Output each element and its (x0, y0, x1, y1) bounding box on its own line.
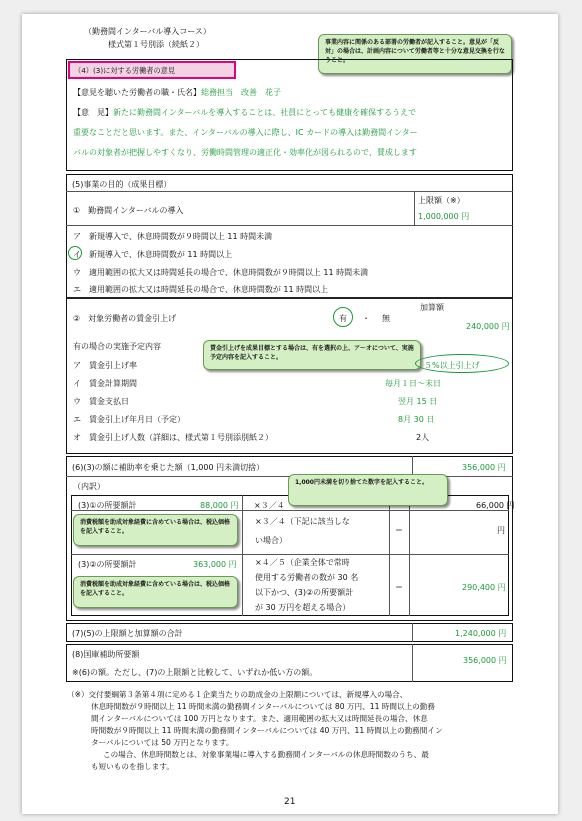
section8-note: ※(6)の額。ただし、(7)の上限額と比較して、いずれか低い方の額。 (72, 668, 318, 677)
add-value: 240,000 円 (466, 322, 510, 331)
footnote-line-5: ターバルについては 50 万円となります。 (91, 738, 234, 747)
row1-rate: ×３／４ (254, 501, 285, 510)
selected-option-circle (68, 246, 82, 260)
row1-result: 66,000 円 (476, 501, 515, 510)
plan-row-c-value: 翌月 15 日 (398, 397, 438, 406)
row3-equals: ＝ (395, 583, 403, 592)
section5-title: (5)事業の目的（成果目標） (72, 180, 172, 189)
footnote-line-1: （※）交付要綱第３条第４項に定める１企業当たりの助成金の上限額については、新規導入の場合、 (67, 690, 408, 699)
section6-total: 356,000 円 (462, 463, 506, 472)
limit-value: 1,000,000 円 (418, 212, 470, 221)
callout-tax-note-2: 消費税額を助成対象経費に含めている場合は、税込価格を記入すること。 (73, 576, 238, 608)
plan-row-b: イ 賃金計算期間 (73, 379, 137, 388)
option-d: エ 適用範囲の拡大又は時間延長の場合で、休息時間数が 11 時間以上 (73, 285, 329, 294)
goal2-label: ② 対象労働者の賃金引上げ (73, 314, 177, 323)
row2-equals: ＝ (395, 526, 403, 535)
opinion-line-1: 【意 見】新たに勤務間インターバルを導入することは、社員にとっても健康を確保するうえで (73, 108, 417, 117)
form-label: 様式第１号別添（続紙２） (108, 40, 204, 49)
row1-label: (3)①の所要額計 (78, 501, 137, 510)
row3-rate-2: 使用する労働者の数が 30 名 (255, 573, 359, 582)
row2-rate-1: ×３／４（下記に該当しな (255, 517, 350, 526)
plan-row-d: エ 賃金引上げ年月日（予定） (73, 415, 185, 424)
row3-result: 290,400 円 (462, 583, 506, 592)
opinion-label: 【意 見】 (73, 108, 113, 117)
row3-label: (3)②の所要額計 (78, 560, 137, 569)
row2-yen: 円 (497, 526, 505, 535)
course-title: （勤務間インターバル導入コース） (84, 27, 211, 36)
hearer-row (73, 87, 281, 98)
yes-selected-circle (333, 307, 353, 327)
footnote-line-7: も短いものを指します。 (91, 762, 174, 771)
plan-label: 有の場合の実施予定内容 (73, 342, 161, 351)
plan-row-c: ウ 賃金支払日 (73, 397, 129, 406)
plan-row-a: ア 賃金引上げ率 (73, 361, 137, 370)
plan-row-e: オ 賃金引上げ人数（詳細は、様式第１号別添別紙２） (73, 433, 273, 442)
option-c: ウ 適用範囲の拡大又は時間延長の場合で、休息時間数が９時間以上 11 時間未満 (73, 268, 369, 277)
no-option: 無 (382, 314, 390, 323)
footnote-line-4: 時間数が９時間以上 11 時間未満の勤務間インターバルについては 40 万円、11 時間以上の勤務間イン (91, 726, 443, 735)
footnote-line-3: 間インターバルについては 100 万円となります。また、適用範囲の拡大又は時間延長の場合、休息 (91, 714, 428, 723)
add-label: 加算額 (420, 303, 444, 312)
opinion-line-2: 重要なことだと思います。また、インターバルの導入に際し、IC カードの導入は勤務間インター (73, 128, 418, 137)
footnote-line-2: 休息時間数が９時間以上 11 時間未満の勤務間インターバルについては 80 万円、11 時間以上の勤務 (91, 702, 435, 711)
row3-rate-1: ×４／５（企業全体で常時 (255, 558, 350, 567)
section8-title: (8)国庫補助所要額 (72, 650, 140, 659)
row3-rate-4: が 30 万円を超える場合） (255, 603, 351, 612)
yes-option: 有 (339, 314, 347, 323)
document-page (22, 14, 558, 814)
opinion-line-3: バルの対象者が把握しやすくなり、労働時間管理の適正化・効率化が図られるので、賛成します (73, 148, 417, 157)
plan-row-e-value: 2人 (416, 433, 430, 442)
limit-label: 上限額（※） (418, 196, 465, 205)
rate-circle (415, 354, 509, 373)
row3-rate-3: 以下かつ、(3)②の所要額計 (255, 588, 354, 597)
plan-row-a-value: ５%以上引上げ (424, 361, 480, 370)
hearer-label: 【意見を聴いた労働者の職・氏名】 (73, 88, 201, 97)
section6-title: (6)(3)の額に補助率を乗じた額（1,000 円未満切捨） (72, 463, 265, 472)
plan-row-b-value: 毎月１日～末日 (385, 379, 441, 388)
option-a: ア 新規導入で、休息時間数が９時間以上 11 時間未満 (73, 232, 273, 241)
hearer-value: 総務担当 改善 花子 (201, 88, 281, 97)
callout-round-note: 1,000円未満を切り捨てた数字を記入すること。 (288, 474, 448, 506)
section8-value: 356,000 円 (463, 656, 507, 665)
row2-rate-2: い場合） (255, 536, 287, 545)
row3-value: 363,000 円 (193, 560, 237, 569)
section4-title: （4）(3)に対する労働者の意見 (74, 66, 176, 75)
section7-value: 1,240,000 円 (455, 629, 507, 638)
separator-dot: ・ (362, 314, 370, 323)
section7-title: (7)(5)の上限額と加算額の合計 (72, 629, 183, 638)
plan-row-d-value: 8月 30 日 (398, 415, 435, 424)
callout-tax-note-1: 消費税額を助成対象経費に含めている場合は、税込価格を記入すること。 (73, 514, 238, 546)
row1-value: 88,000 円 (200, 501, 239, 510)
option-b: イ 新規導入で、休息時間数が 11 時間以上 (73, 250, 233, 259)
breakdown-label: （内訳） (73, 482, 105, 491)
page-number: 21 (284, 797, 296, 807)
goal1-label: ① 勤務間インターバルの導入 (73, 206, 184, 215)
callout-opinion-note: 事業内容に関係のある部署の労働者が記入すること。意見が「反対」の場合は、計画内容について労働者等と十分な意見交換を行なうこと。 (318, 34, 512, 74)
callout-wage-note: 賃金引上げを成果目標とする場合は、有を選択の上、ア～オについて、実施予定内容を記入すること。 (203, 340, 421, 370)
footnote-line-6: この場合、休息時間数とは、対象事業場に導入する勤務間インターバルの休息時間数のうち、最 (103, 750, 429, 759)
